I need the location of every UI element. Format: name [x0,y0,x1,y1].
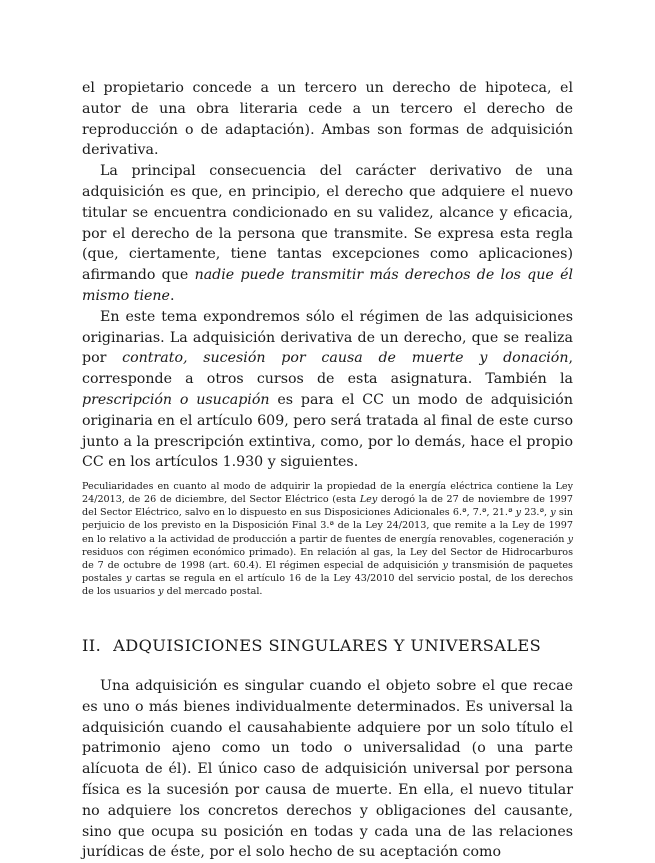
note-emphasis: y [158,585,164,597]
paragraph-topic-scope [82,307,573,473]
footnote-block [82,480,573,598]
paragraph-text: Una adquisición es singular cuando el objeto sobre el que recae es uno o más bienes individualmente determinados. Es universal la adquisición cuando el causahabiente adquiere por un solo título el patrimonio ajeno como un todo o universalidad (o una parte alícuota de él). El único caso de adquisición universal por persona física es la sucesión por causa de muerte. En ella, el nuevo titular no adquiere los concretos derechos y obligaciones del causante, sino que ocupa su posición en todas y cada una de las relaciones jurídicas de éste, por el solo hecho de su aceptación como [82,677,573,861]
note-text: del mercado postal. [163,585,263,597]
document-page [82,78,573,863]
paragraph-text: es para el CC un modo de adquisición originaria en el artículo 609, pero será tratada al final de este curso junto a la prescripción extintiva, como, por lo demás, hace el propio CC en los artículos 1.930 y siguientes. [82,391,573,471]
note-text: cartas se regula en el artículo 16 de la Ley 43/2010 del servicio postal, de los derechos de los usuarios [82,572,574,597]
paragraph-singular-universal [82,676,573,863]
paragraph-derivative-consequence [82,161,573,307]
paragraph-continuation [82,78,573,161]
note-emphasis: y [550,507,556,519]
paragraph-text: . [169,287,175,304]
paragraph-text: el propietario concede a un tercero un derecho de hipoteca, el autor de una obra literaria cede a un tercero el derecho de reproducción o de adaptación). Ambas son formas de adquisición derivativa. [82,80,573,159]
emphasis-text: prescripción o usucapión [82,391,270,408]
note-emphasis: y [125,572,132,584]
note-emphasis: Ley [359,494,378,506]
note-emphasis: y [515,507,522,519]
paragraph-text: La principal consecuencia del carácter derivativo de una adquisición es que, en principio, el derecho que adquiere el nuevo titular se encuentra condicionado en su validez, alcance y eficacia, por el derecho de la persona que transmite. Se expresa esta regla (que, ciertamente, tiene tantas excepciones como aplicaciones) afirmando que [82,163,573,284]
note-emphasis: y [567,533,573,545]
note-text: sin perjuicio de los previsto en la Disposición Final 3.ª de la Ley 24/2013, que remite a la Ley de 1997 en lo relativo a la actividad de producción a partir de fuentes de energía renovables, cogeneración [82,507,573,545]
note-text: Peculiaridades en cuanto al modo de adquirir la propiedad de la energía eléctrica contiene la Ley 24/2013, de 26 de diciembre, del Sector Eléctrico (esta [82,481,573,506]
note-text: transmisión de paquetes postales [82,559,573,584]
emphasis-text: contrato, sucesión por causa de muerte y donación [122,350,569,367]
note-text: residuos con régimen económico primado). En relación al gas, la Ley del Sector de Hidrocarburos de 7 de octubre de 1998 (art. 60.4). El régimen especial de adquisición [82,546,573,571]
paragraph-text: , corresponde a otros cursos de esta asignatura. También la [82,350,573,388]
emphasis-text: nadie puede transmitir más derechos de los que él mismo tiene [82,267,574,304]
note-text: derogó la de 27 de noviembre de 1997 del Sector Eléctrico, salvo en lo dispuesto en sus Disposiciones Adicionales 6.ª, 7.ª, 21.ª [82,494,573,519]
section-title: ADQUISICIONES SINGULARES Y UNIVERSALES [113,635,542,655]
paragraph-text: En este tema expondremos sólo el régimen de las adquisiciones originarias. La adquisición derivativa de un derecho, que se realiza por [82,308,573,367]
section-heading [82,636,573,655]
note-text: 23.ª, [521,507,551,519]
section-number: II. [82,635,102,655]
note-emphasis: y [442,559,448,571]
